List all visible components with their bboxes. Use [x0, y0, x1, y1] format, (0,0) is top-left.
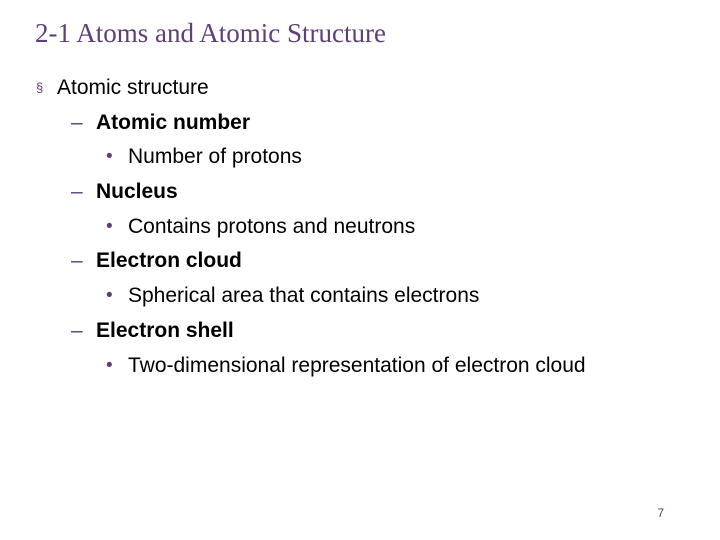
dot-bullet-icon: • [106, 215, 113, 237]
detail-text: Contains protons and neutrons [128, 214, 416, 238]
term-text: Atomic number [96, 110, 251, 134]
detail-text: Spherical area that contains electrons [128, 284, 480, 308]
term-text: Electron shell [96, 318, 234, 342]
dot-bullet-icon: • [106, 146, 113, 168]
slide-title: 2-1 Atoms and Atomic Structure [35, 18, 386, 48]
topic-text: Atomic structure [57, 76, 209, 99]
bullet-detail [36, 282, 586, 317]
bullet-list [36, 74, 586, 386]
bullet-term [36, 247, 586, 282]
square-bullet-icon: § [36, 80, 44, 95]
term-text: Nucleus [96, 180, 178, 204]
detail-text: Number of protons [128, 145, 302, 169]
bullet-detail [36, 143, 586, 178]
detail-text: Two-dimensional representation of electron cloud [128, 353, 586, 377]
bullet-detail [36, 213, 586, 248]
dash-bullet-icon: – [71, 318, 83, 342]
bullet-term [36, 317, 586, 352]
dash-bullet-icon: – [71, 110, 83, 134]
bullet-detail [36, 352, 586, 387]
bullet-term [36, 109, 586, 144]
dot-bullet-icon: • [106, 285, 113, 307]
page-number: 7 [657, 506, 664, 520]
dash-bullet-icon: – [71, 180, 83, 204]
bullet-topic [36, 74, 586, 109]
dot-bullet-icon: • [106, 354, 113, 376]
term-text: Electron cloud [96, 249, 242, 273]
bullet-term [36, 178, 586, 213]
dash-bullet-icon: – [71, 249, 83, 273]
